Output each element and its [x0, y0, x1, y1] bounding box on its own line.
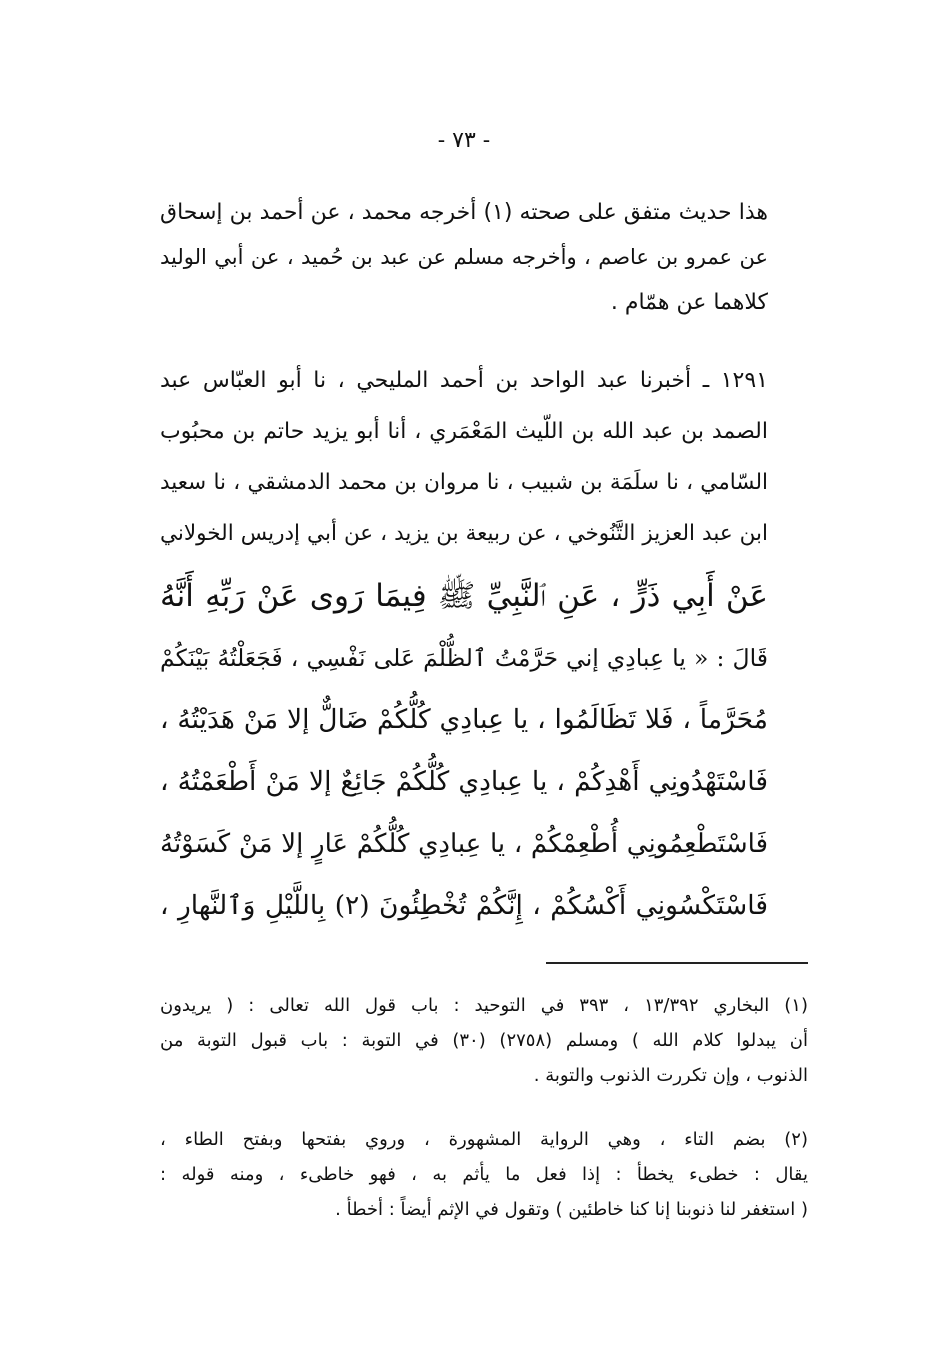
text-line: ١٢٩١ ـ أخبرنا عبد الواحد بن أحمد المليحي ، نا أبو العبّاس عبد [160, 368, 768, 393]
text-line: الصمد بن عبد الله بن اللّيث المَعْمَري ، أنا أبو يزيد حاتم بن محبُوب [160, 419, 768, 444]
hadith-line: فَاسْتَهْدُونِي أَهْدِكُمْ ، يا عِبادِي كُلُّكُمْ جَائِعٌ إلا مَنْ أَطْعَمْتُهُ ، [160, 766, 768, 797]
hadith-line: مُحَرَّماً ، فَلا تَظَالَمُوا ، يا عِبادِي كُلُّكُمْ ضَالٌّ إلا مَنْ هَدَيْتُهُ ، [160, 704, 768, 735]
hadith-line: عَنْ أَبِي ذَرٍّ ، عَنِ ٱلنَّبِيِّ ﷺ فِيمَا رَوى عَنْ رَبِّهِ أَنَّهُ [160, 578, 768, 614]
footnote-2 [160, 1122, 808, 1227]
text-line: عن عمرو بن عاصم ، وأخرجه مسلم عن عبد بن حُميد ، عن أبي الوليد [160, 245, 768, 269]
intro-paragraph [160, 190, 768, 325]
footnote-line: الذنوب ، وإن تكررت الذنوب والتوبة . [533, 1065, 808, 1086]
footnote-line: أن يبدلوا كلام الله ) ومسلم (٢٧٥٨) (٣٠) في التوبة : باب قبول التوبة من [160, 1030, 808, 1051]
text-line: ابن عبد العزيز التَّنُوخي ، عن ربيعة بن يزيد ، عن أبي إدريس الخولاني [160, 521, 768, 546]
footnote-line: ( استغفر لنا ذنوبنا إنا كنا خاطئين ) وتقول في الإثم أيضاً : أخطأ . [335, 1199, 808, 1220]
isnad-paragraph [160, 355, 768, 559]
hadith-text [160, 565, 768, 937]
text-line: هذا حديث متفق على صحته (١) أخرجه محمد ، عن أحمد بن إسحاق [160, 200, 768, 225]
page-number: - ٧٣ - [437, 128, 491, 153]
text-line: السّامي ، نا سلَمَة بن شبيب ، نا مروان بن محمد الدمشقي ، نا سعيد [160, 470, 768, 495]
hadith-line: قَالَ : « يا عِبادِي إني حَرَّمْتُ ٱلظُّلْمَ عَلى نَفْسِي ، فَجَعَلْتُهُ بَيْنَكُمْ [160, 644, 768, 672]
hadith-line: فَاسْتَكْسُونِي أَكْسُكُمْ ، إِنَّكُمْ تُخْطِئُونَ (٢) بِاللَّيْلِ وَٱلنَّهارِ ، [160, 890, 768, 921]
text-line: كلاهما عن همّام . [610, 290, 768, 315]
footnote-divider [546, 962, 808, 964]
footnote-line: (١) البخاري ١٣/٣٩٢ ، ٣٩٣ في التوحيد : باب قول الله تعالى : ( يريدون [160, 995, 808, 1016]
hadith-line: فَاسْتَطْعِمُونِي أُطْعِمْكُمْ ، يا عِبادِي كُلُّكُمْ عَارٍ إلا مَنْ كَسَوْتُهُ [160, 829, 768, 859]
footnote-1 [160, 988, 808, 1093]
footnote-line: يقال : خطىء يخطأ : إذا فعل ما يأثم به ، فهو خاطىء ، ومنه قوله : [160, 1164, 808, 1185]
footnote-line: (٢) بضم التاء ، وهي الرواية المشهورة ، وروي بفتحها وبفتح الطاء ، [160, 1129, 808, 1150]
